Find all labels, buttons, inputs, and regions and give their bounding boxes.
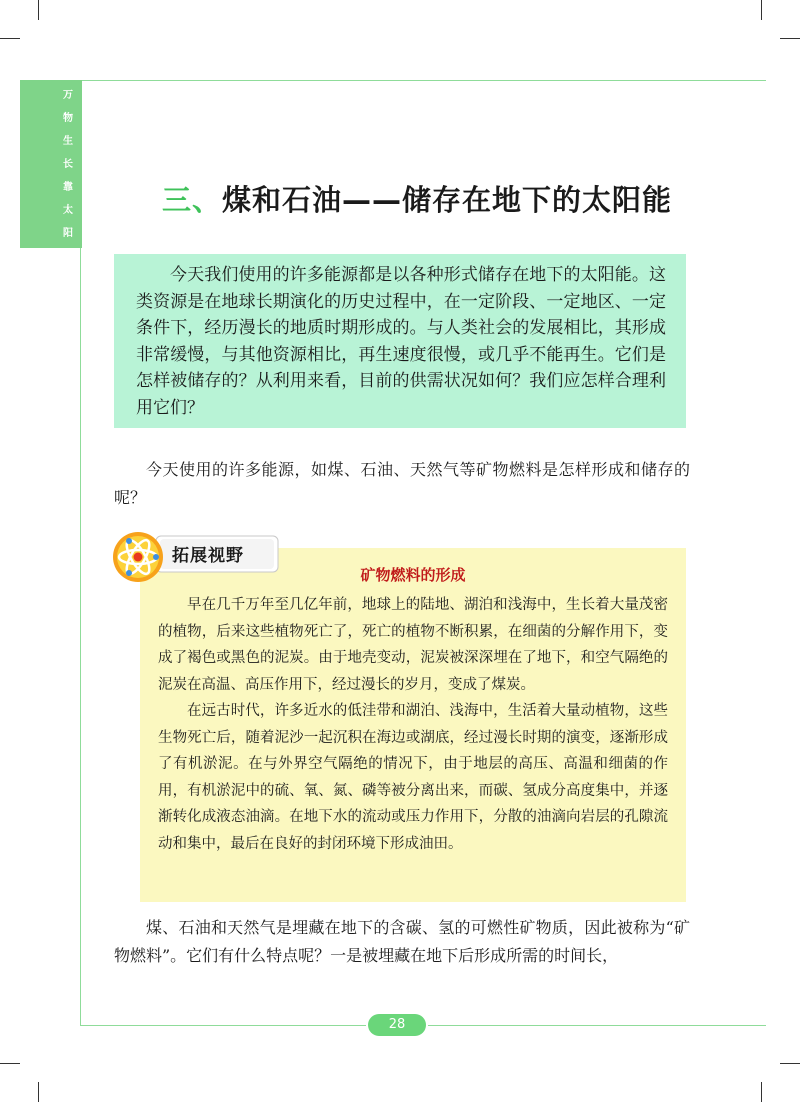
side-chapter-char: 生 <box>63 136 73 147</box>
crop-mark <box>0 38 20 39</box>
section-title-text: 煤和石油——储存在地下的太阳能 <box>222 183 673 217</box>
frame-bottom-line <box>80 1025 366 1026</box>
body-paragraph: 煤、石油和天然气是埋藏在地下的含碳、氢的可燃性矿物质，因此被称为“矿物燃料”。它们有什么特点呢？一是被埋藏在地下后形成所需的时间长， <box>114 918 690 965</box>
side-chapter-char: 靠 <box>63 182 73 193</box>
extension-box <box>140 548 686 902</box>
badge-label: 拓展视野 <box>172 546 244 566</box>
side-chapter-char: 长 <box>63 159 73 170</box>
side-chapter-char: 阳 <box>63 228 73 239</box>
extension-paragraph: 在远古时代，许多近水的低洼带和湖泊、浅海中，生活着大量动植物，这些生物死亡后，随着泥沙一起沉积在海边或湖底，经过漫长时期的演变，逐渐形成了有机淤泥。在与外界空气隔绝的情况下，由于地层的高压、高温和细菌的作用，有机淤泥中的硫、氧、氮、磷等被分离出来，而碳、氢成分高度集中，并逐渐转化成液态油滴。在地下水的流动或压力作用下，分散的油滴向岩层的孔隙流动和集中，最后在良好的封闭环境下形成油田。 <box>158 703 668 852</box>
page-number: 28 <box>368 1014 426 1036</box>
side-chapter-label <box>58 84 78 245</box>
extension-heading: 矿物燃料的形成 <box>360 566 466 584</box>
extension-paragraph: 早在几千万年至几亿年前，地球上的陆地、湖泊和浅海中，生长着大量茂密的植物，后来这些植物死亡了，死亡的植物不断积累，在细菌的分解作用下，变成了褐色或黑色的泥炭。由于地壳变动，泥炭被深深埋在了地下，和空气隔绝的泥炭在高温、高压作用下，经过漫长的岁月，变成了煤炭。 <box>158 597 668 693</box>
body-paragraph: 今天使用的许多能源，如煤、石油、天然气等矿物燃料是怎样形成和储存的呢？ <box>114 460 690 507</box>
crop-mark <box>761 1082 762 1102</box>
extension-badge <box>110 530 280 580</box>
intro-box <box>114 254 686 428</box>
crop-mark <box>780 38 800 39</box>
atom-icon <box>110 530 170 586</box>
crop-mark <box>0 1063 20 1064</box>
frame-bottom-line <box>428 1025 766 1026</box>
side-chapter-char: 物 <box>63 113 73 124</box>
crop-mark <box>780 1063 800 1064</box>
intro-text: 今天我们使用的许多能源都是以各种形式储存在地下的太阳能。这类资源是在地球长期演化的历史过程中，在一定阶段、一定地区、一定条件下，经历漫长的地质时期形成的。与人类社会的发展相比，其形成非常缓慢，与其他资源相比，再生速度很慢，或几乎不能再生。它们是怎样被储存的？从利用来看，目前的供需状况如何？我们应怎样合理利用它们？ <box>136 265 666 418</box>
crop-mark <box>38 0 39 20</box>
side-chapter-char: 万 <box>63 90 73 101</box>
crop-mark <box>38 1082 39 1102</box>
frame-top-line <box>20 80 766 81</box>
section-title <box>162 178 672 219</box>
crop-mark <box>761 0 762 20</box>
side-chapter-char: 太 <box>63 205 73 216</box>
section-number: 三、 <box>162 183 223 217</box>
